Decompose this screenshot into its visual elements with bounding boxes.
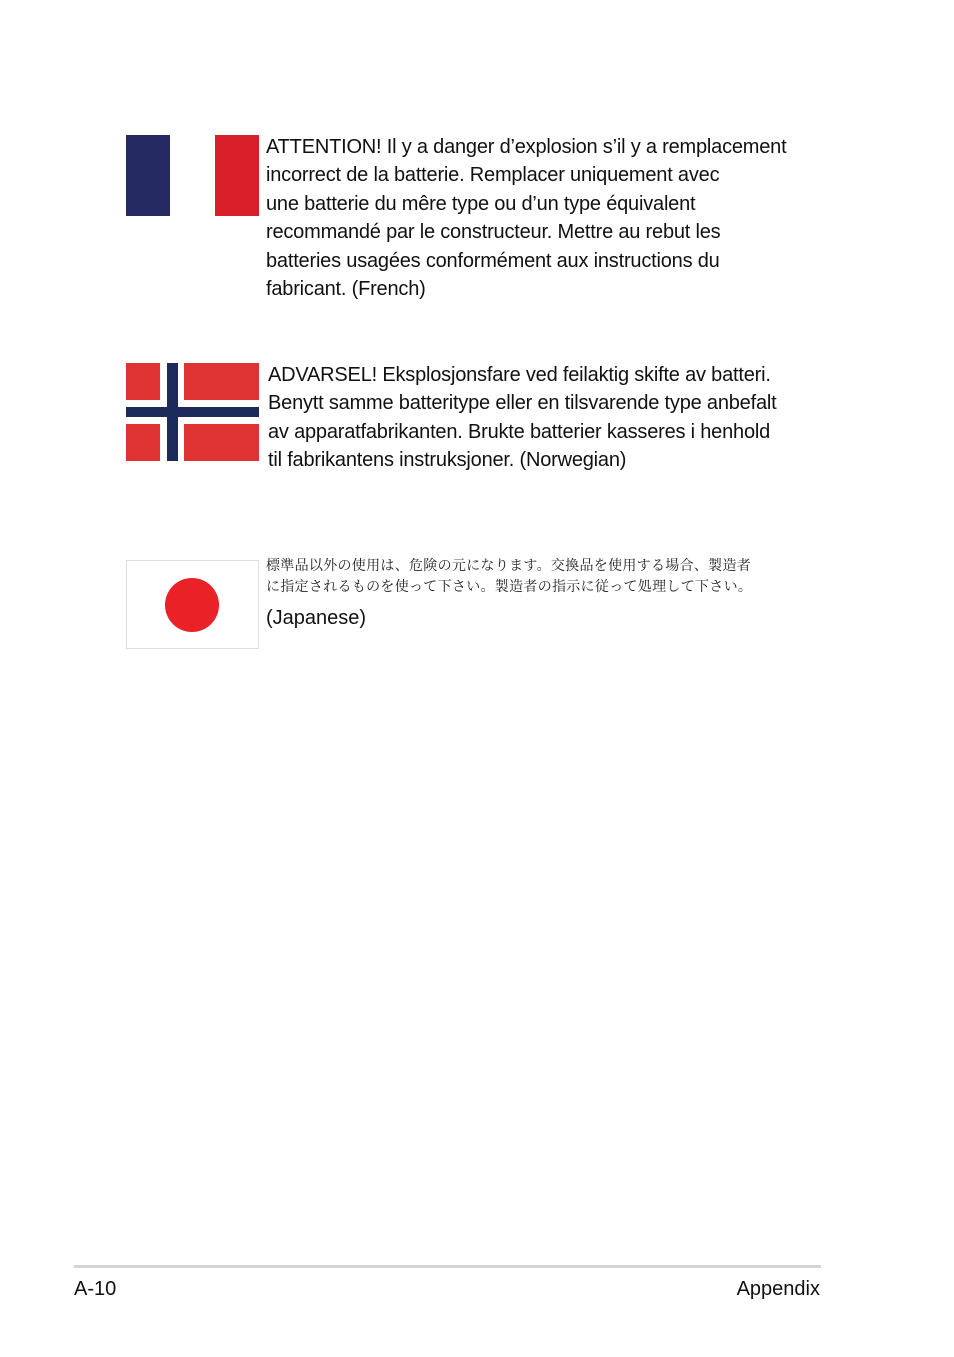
section-title: Appendix [736, 1278, 820, 1300]
text-line: batteries usagées conformément aux instructions du [266, 249, 720, 272]
flag-norway-icon [126, 363, 259, 461]
text-line: ATTENTION! Il y a danger d’explosion s’il y a remplacement [266, 136, 787, 158]
japanese-language-label: (Japanese) [266, 607, 367, 629]
text-line: fabricant. (French) [266, 278, 426, 301]
text-line: 標準品以外の使用は、危険の元になります。交換品を使用する場合、製造者 [266, 558, 752, 574]
footer-divider [74, 1265, 821, 1268]
page-number: A-10 [74, 1278, 117, 1300]
text-line: recommandé par le constructeur. Mettre au rebut les [266, 221, 721, 244]
text-line: une batterie du mêre type ou d’un type équivalent [266, 192, 696, 215]
japanese-warning-text [266, 556, 752, 598]
flag-japan-icon [126, 560, 259, 649]
text-line: に指定されるものを使って下さい。製造者の指示に従って処理して下さい。 [266, 579, 753, 595]
flag-france-icon [126, 135, 259, 216]
text-line: ADVARSEL! Eksplosjonsfare ved feilaktig skifte av batteri. [268, 364, 771, 386]
text-line: til fabrikantens instruksjoner. (Norwegian) [268, 448, 627, 471]
text-line: incorrect de la batterie. Remplacer uniquement avec [266, 164, 720, 187]
text-line: Benytt samme batteritype eller en tilsvarende type anbefalt [268, 392, 777, 415]
text-line: av apparatfabrikanten. Brukte batterier kasseres i henhold [268, 420, 771, 443]
norwegian-warning-text [268, 361, 776, 474]
french-warning-text [266, 133, 786, 303]
